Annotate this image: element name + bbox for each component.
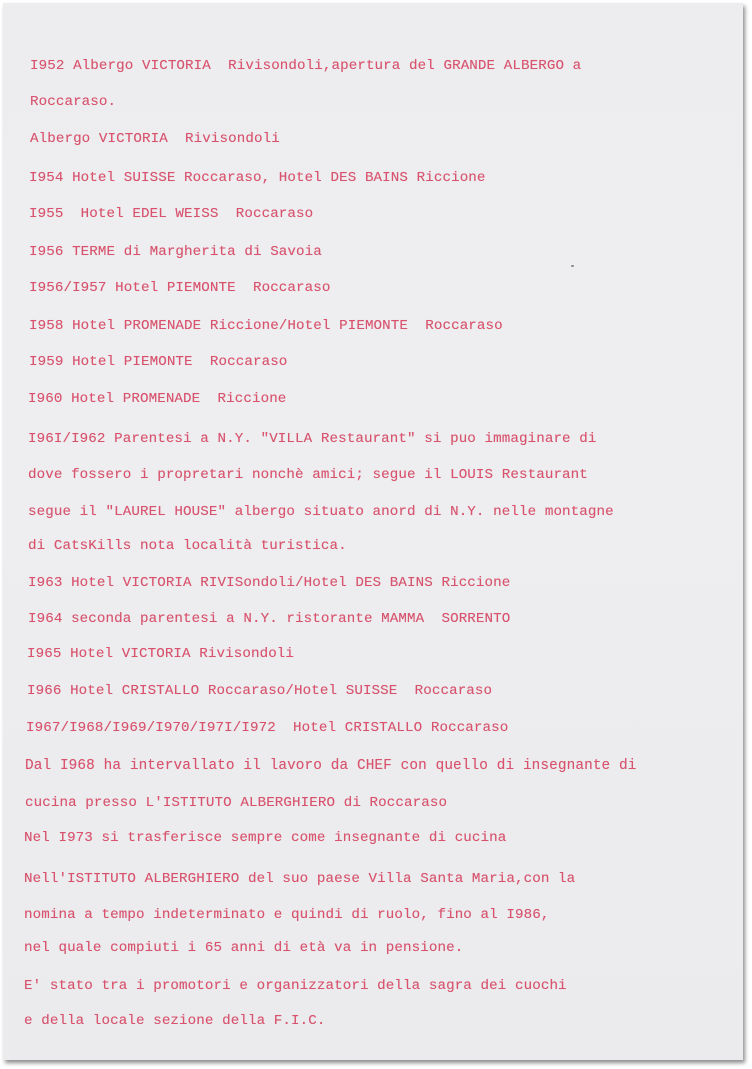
text-line: E' stato tra i promotori e organizzatori della sagra dei cuochi xyxy=(24,978,567,994)
text-line: I963 Hotel VICTORIA RIVISondoli/Hotel DES BAINS Riccione xyxy=(28,575,511,591)
text-line: dove fossero i propretari nonchè amici; segue il LOUIS Restaurant xyxy=(28,467,588,483)
text-line: Dal I968 ha intervallato il lavoro da CHEF con quello di insegnante di xyxy=(25,758,637,774)
text-line: I965 Hotel VICTORIA Rivisondoli xyxy=(27,646,295,662)
typewritten-page xyxy=(3,3,743,1060)
text-line: e della locale sezione della F.I.C. xyxy=(24,1013,326,1029)
text-line: I956/I957 Hotel PIEMONTE Roccaraso xyxy=(29,280,331,296)
text-line: I964 seconda parentesi a N.Y. ristorante MAMMA SORRENTO xyxy=(28,611,511,627)
text-line: I956 TERME di Margherita di Savoia xyxy=(29,244,322,260)
text-line: Nell'ISTITUTO ALBERGHIERO del suo paese Villa Santa Maria,con la xyxy=(24,871,576,887)
text-line: I966 Hotel CRISTALLO Roccaraso/Hotel SUISSE Roccaraso xyxy=(27,683,493,699)
text-line: nomina a tempo indeterminato e quindi di ruolo, fino al I986, xyxy=(24,907,550,923)
text-line: I96I/I962 Parentesi a N.Y. "VILLA Restaurant" si puo immaginare di xyxy=(28,431,597,447)
text-line: I967/I968/I969/I970/I97I/I972 Hotel CRISTALLO Roccaraso xyxy=(26,720,509,736)
text-line: Albergo VICTORIA Rivisondoli xyxy=(30,131,280,147)
text-line: di CatsKills nota località turistica. xyxy=(28,538,347,554)
text-line: I958 Hotel PROMENADE Riccione/Hotel PIEMONTE Roccaraso xyxy=(29,318,503,334)
text-line: segue il "LAUREL HOUSE" albergo situato anord di N.Y. nelle montagne xyxy=(28,504,614,520)
text-line: I954 Hotel SUISSE Roccaraso, Hotel DES BAINS Riccione xyxy=(29,170,486,186)
text-line: I955 Hotel EDEL WEISS Roccaraso xyxy=(29,206,314,222)
paper-speck xyxy=(571,265,574,267)
text-line: Nel I973 si trasferisce sempre come insegnante di cucina xyxy=(24,830,507,846)
text-line: cucina presso L'ISTITUTO ALBERGHIERO di Roccaraso xyxy=(25,795,448,811)
text-line: I960 Hotel PROMENADE Riccione xyxy=(28,391,287,407)
text-line: I959 Hotel PIEMONTE Roccaraso xyxy=(29,354,288,370)
text-line: I952 Albergo VICTORIA Rivisondoli,apertura del GRANDE ALBERGO a xyxy=(30,58,582,74)
text-line: Roccaraso. xyxy=(30,94,117,110)
text-line: nel quale compiuti i 65 anni di età va in pensione. xyxy=(24,940,464,956)
